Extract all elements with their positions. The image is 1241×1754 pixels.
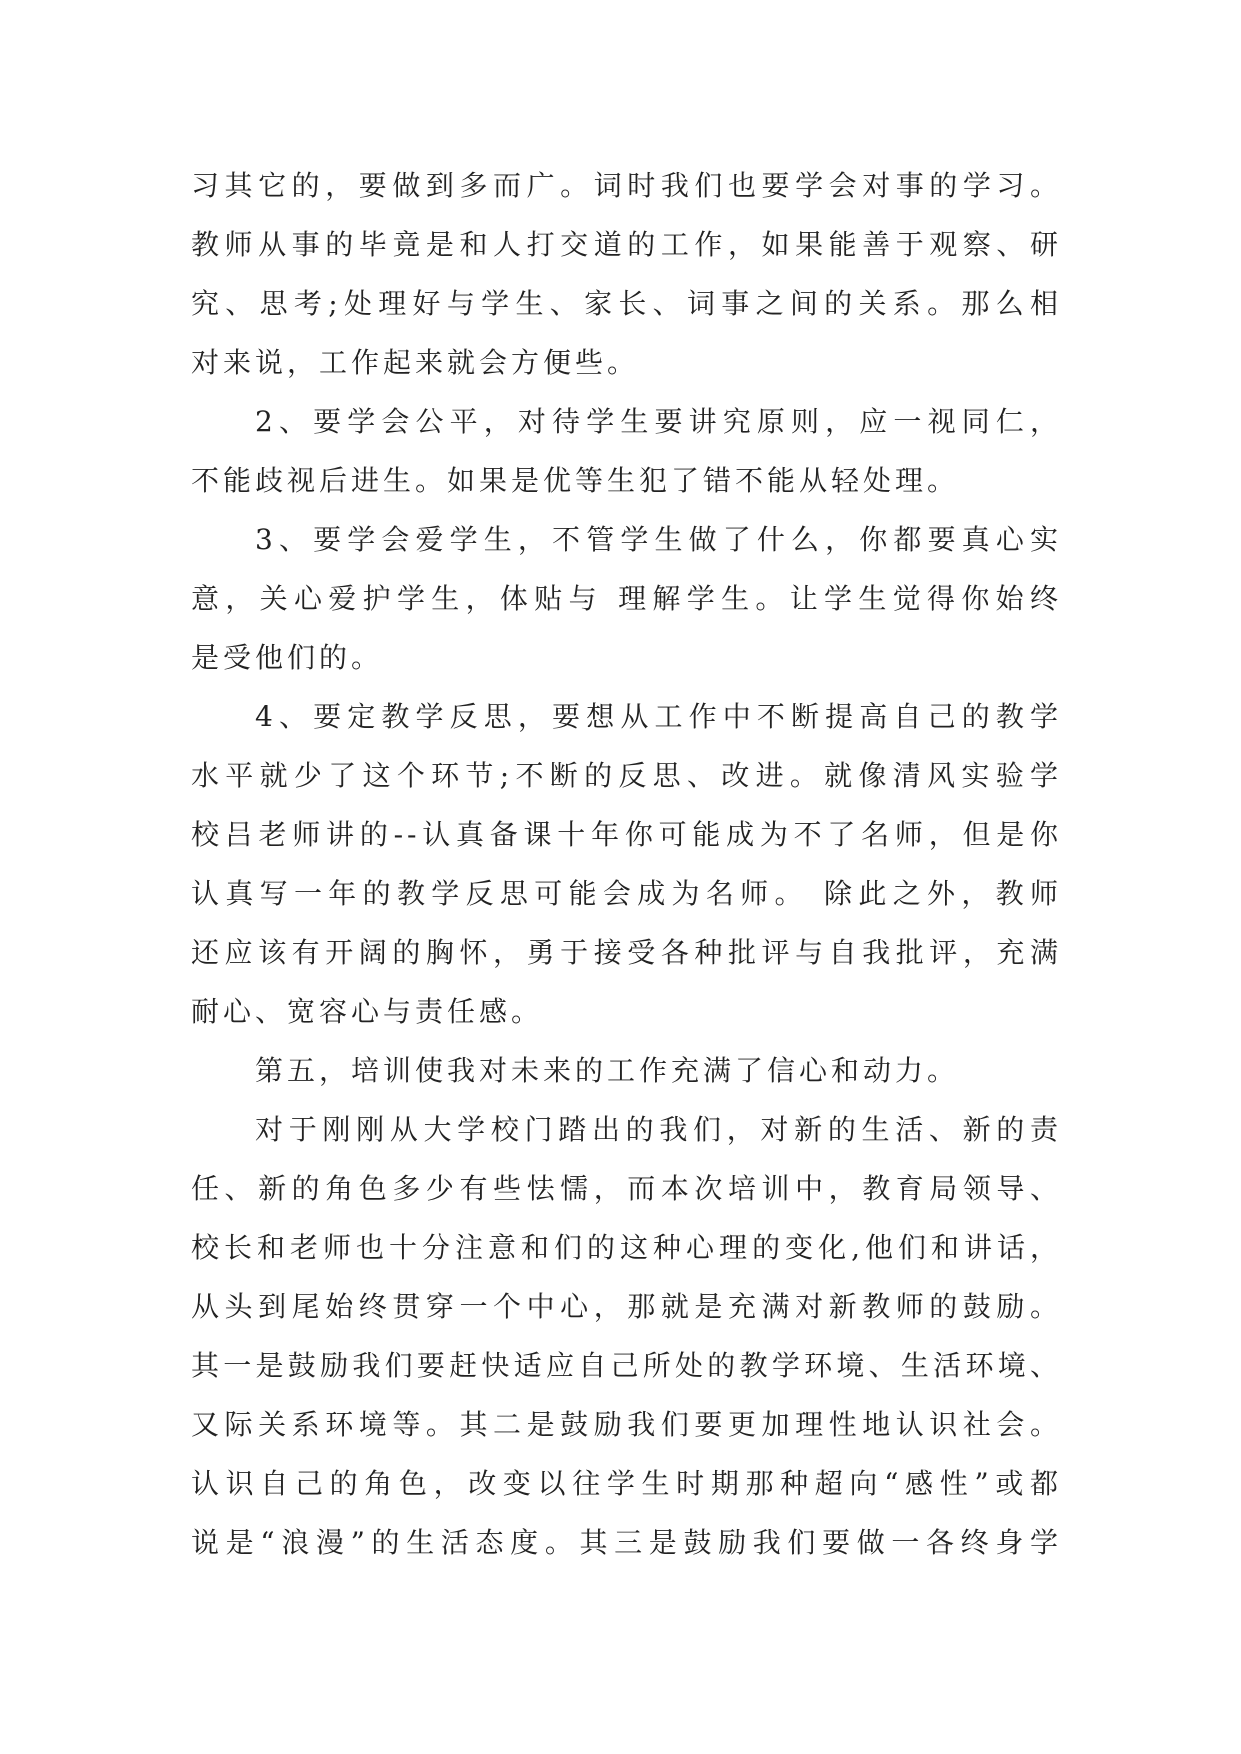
paragraph [191, 687, 1062, 1041]
text-line: 校吕老师讲的--认真备课十年你可能成为不了名师，但是你 [191, 818, 1062, 851]
document-body [191, 156, 1062, 1572]
text-line: 从头到尾始终贯穿一个中心，那就是充满对新教师的鼓励。 [191, 1290, 1062, 1323]
text-line: 水平就少了这个环节;不断的反思、改进。就像清风实验学 [191, 759, 1062, 792]
paragraph [191, 510, 1062, 687]
text-line: 教师从事的毕竟是和人打交道的工作，如果能善于观察、研 [191, 228, 1062, 261]
text-line: 任、新的角色多少有些怯懦，而本次培训中，教育局领导、 [191, 1172, 1062, 1205]
text-line: 对来说，工作起来就会方便些。 [191, 346, 640, 379]
text-line: 又际关系环境等。其二是鼓励我们要更加理性地认识社会。 [191, 1408, 1062, 1441]
text-line: 第五，培训使我对未来的工作充满了信心和动力。 [255, 1054, 960, 1087]
text-line: 2、要学会公平，对待学生要讲究原则，应一视同仁， [255, 405, 1062, 438]
text-line: 对于刚刚从大学校门踏出的我们，对新的生活、新的责 [255, 1113, 1062, 1146]
text-line: 不能歧视后进生。如果是优等生犯了错不能从轻处理。 [191, 464, 960, 497]
text-line: 是受他们的。 [191, 641, 384, 674]
paragraph [191, 156, 1062, 392]
paragraph [191, 1100, 1062, 1572]
paragraph [191, 1041, 1062, 1100]
text-line: 习其它的，要做到多而广。词时我们也要学会对事的学习。 [191, 169, 1062, 202]
text-line: 其一是鼓励我们要赶快适应自己所处的教学环境、生活环境、 [191, 1349, 1062, 1382]
text-line: 究、思考;处理好与学生、家长、词事之间的关系。那么相 [191, 287, 1062, 320]
text-line: 认识自己的角色，改变以往学生时期那种超向“感性”或都 [191, 1467, 1062, 1500]
text-line: 耐心、宽容心与责任感。 [191, 995, 544, 1028]
text-line: 意，关心爱护学生，体贴与 理解学生。让学生觉得你始终 [191, 582, 1062, 615]
text-line: 校长和老师也十分注意和们的这种心理的变化,他们和讲话， [191, 1231, 1062, 1264]
paragraph [191, 392, 1062, 510]
text-line: 3、要学会爱学生，不管学生做了什么，你都要真心实 [255, 523, 1062, 556]
text-line: 4、要定教学反思，要想从工作中不断提高自己的教学 [255, 700, 1062, 733]
text-line: 说是“浪漫”的生活态度。其三是鼓励我们要做一各终身学 [191, 1526, 1062, 1559]
text-line: 认真写一年的教学反思可能会成为名师。 除此之外，教师 [191, 877, 1062, 910]
text-line: 还应该有开阔的胸怀，勇于接受各种批评与自我批评，充满 [191, 936, 1062, 969]
